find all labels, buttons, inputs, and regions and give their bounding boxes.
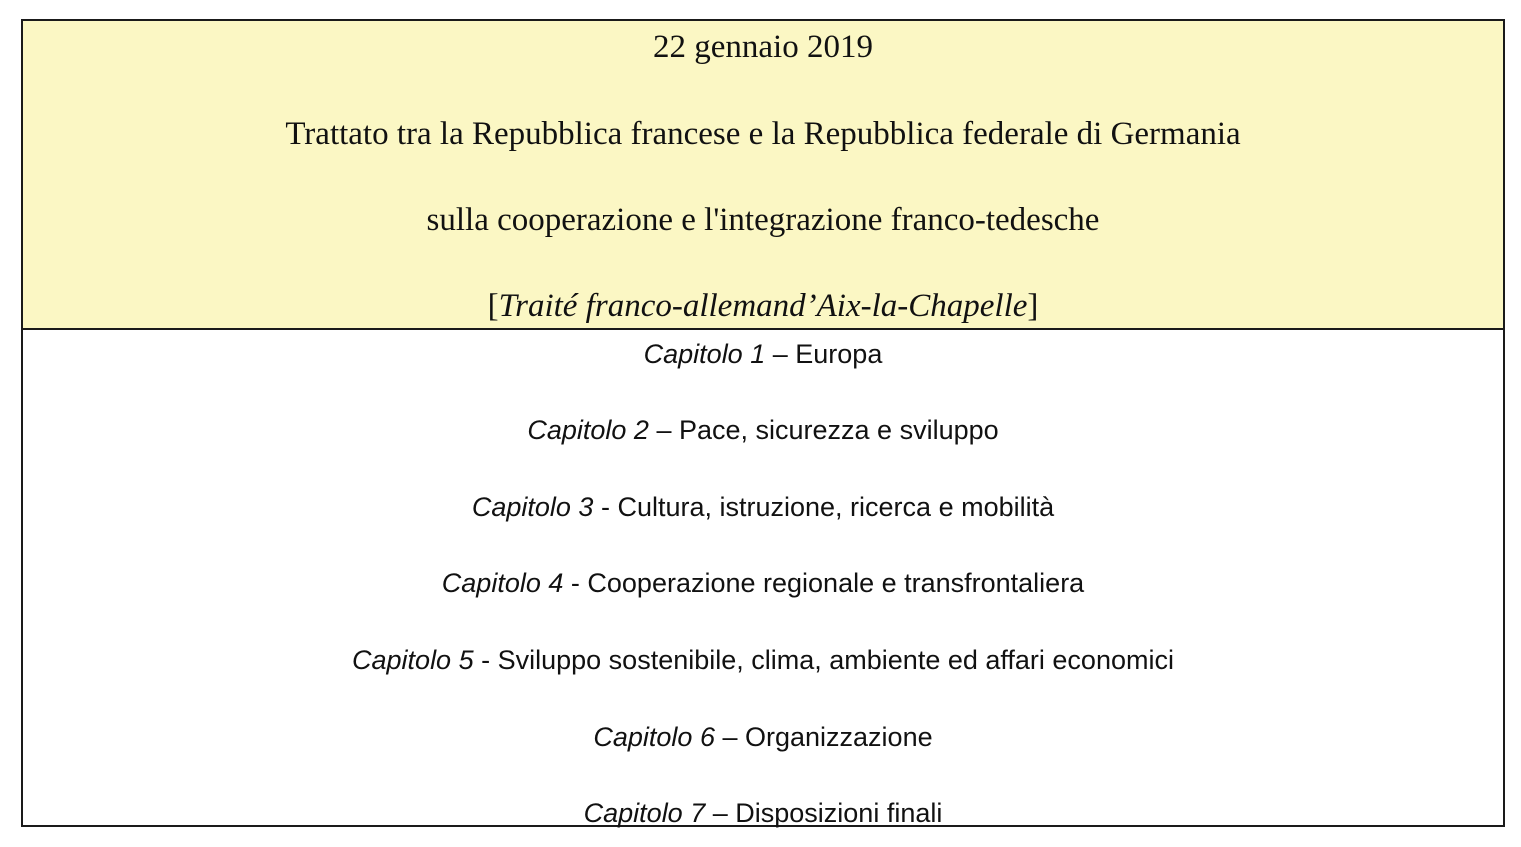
chapter-label: Capitolo 4 (441, 568, 564, 598)
chapter-item-2 (23, 412, 1503, 448)
subtitle-close-bracket: ] (1027, 288, 1039, 324)
chapter-item-5 (23, 642, 1503, 678)
chapter-title: Europa (795, 339, 883, 369)
chapter-label: Capitolo 5 (352, 645, 474, 675)
chapter-label: Capitolo 7 (583, 798, 706, 828)
treaty-subtitle (23, 286, 1503, 326)
chapter-title: Cultura, istruzione, ricerca e mobilità (617, 492, 1055, 522)
chapter-title: Sviluppo sostenibile, clima, ambiente ed affari economici (497, 645, 1174, 675)
chapter-separator: - (473, 645, 498, 675)
chapter-item-3 (23, 489, 1503, 525)
chapter-title: Pace, sicurezza e sviluppo (678, 415, 999, 445)
chapter-label: Capitolo 2 (527, 415, 649, 445)
chapter-separator: – (648, 415, 679, 445)
subtitle-french-name: Traité franco-allemand’Aix-la-Chapelle (498, 288, 1028, 324)
chapter-title: Cooperazione regionale e transfrontaliera (587, 568, 1085, 598)
treaty-date: 22 gennaio 2019 (653, 29, 873, 65)
chapter-label: Capitolo 6 (593, 722, 715, 752)
chapter-title: Organizzazione (745, 722, 933, 752)
treaty-header (23, 21, 1503, 330)
chapter-item-4 (23, 565, 1503, 601)
chapter-label: Capitolo 3 (471, 492, 594, 522)
chapter-item-7 (23, 795, 1503, 831)
chapter-separator: - (593, 492, 618, 522)
treaty-title-line-1: Trattato tra la Repubblica francese e la Repubblica federale di Germania (285, 116, 1241, 152)
chapter-separator: - (563, 568, 588, 598)
chapter-separator: – (765, 339, 796, 369)
subtitle-open-bracket: [ (487, 288, 499, 324)
chapter-item-6 (23, 719, 1503, 755)
chapter-label: Capitolo 1 (643, 339, 766, 369)
document-frame (21, 19, 1505, 827)
chapter-separator: – (705, 798, 736, 828)
chapter-separator: – (714, 722, 745, 752)
chapter-item-1 (23, 336, 1503, 372)
treaty-title-line-2: sulla cooperazione e l'integrazione franco-tedesche (426, 202, 1100, 238)
chapter-title: Disposizioni finali (735, 798, 943, 828)
